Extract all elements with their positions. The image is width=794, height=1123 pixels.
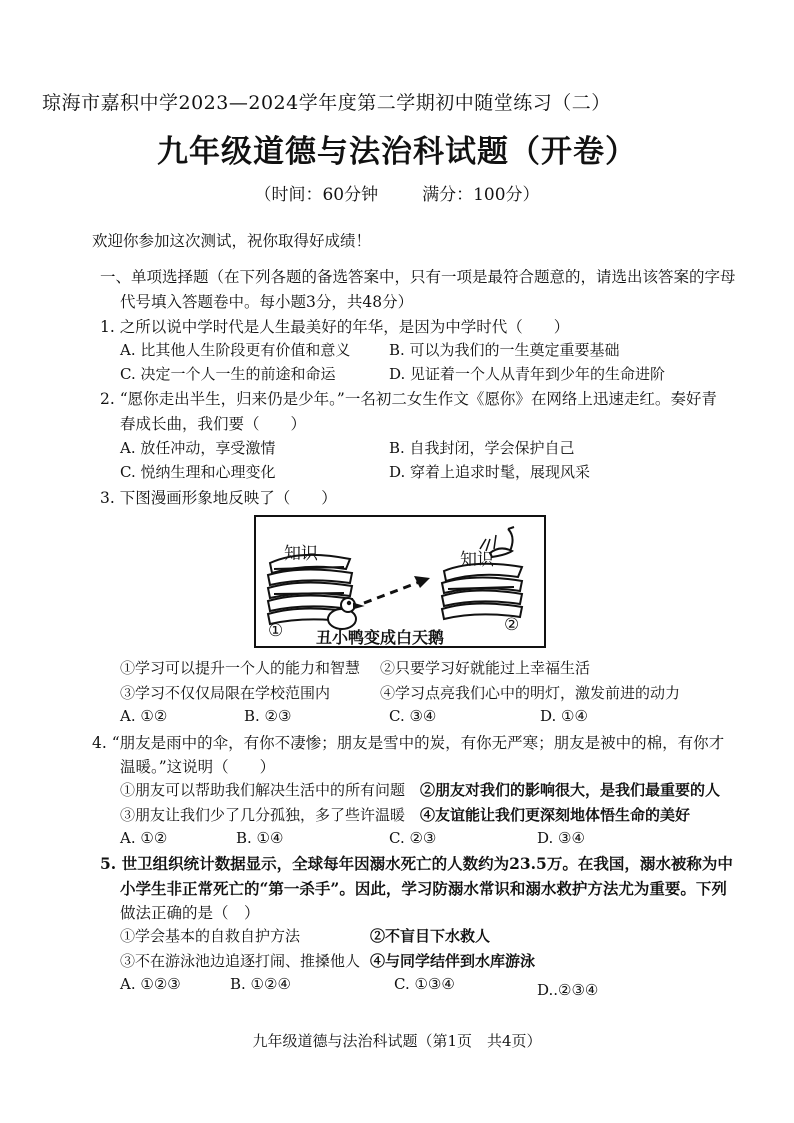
q4-stem-line1: 4. “朋友是雨中的伞，有你不凄惨；朋友是雪中的炭，有你无严寒；朋友是被中的棉，有你才 bbox=[92, 734, 725, 752]
q3-statement-2: ②只要学习好就能过上幸福生活 bbox=[380, 659, 591, 677]
q5-stem-line2: 小学生非正常死亡的“第一杀手”。因此，学习防溺水常识和溺水救护方法尤为重要。下列 bbox=[120, 879, 727, 898]
q1-stem: 1. 之所以说中学时代是人生最美好的年华，是因为中学时代（ ） bbox=[100, 318, 570, 336]
q5-option-a: A. ①②③ bbox=[120, 975, 181, 993]
section-heading-line2: 代号填入答题卷中。每小题3分，共48分） bbox=[120, 293, 414, 311]
q5-statement-1: ①学会基本的自救自护方法 bbox=[120, 927, 301, 945]
q1-option-c: C. 决定一个人一生的前途和命运 bbox=[120, 365, 336, 383]
q5-statement-3: ③不在游泳池边追逐打闹、推搡他人 bbox=[120, 952, 361, 970]
q4-option-d: D. ③④ bbox=[537, 829, 585, 847]
q1-option-b: B. 可以为我们的一生奠定重要基础 bbox=[389, 341, 620, 359]
page-title: 九年级道德与法治科试题（开卷） bbox=[157, 134, 637, 170]
q3-option-d: D. ①④ bbox=[540, 707, 588, 725]
q3-statement-4: ④学习点亮我们心中的明灯，激发前进的动力 bbox=[380, 684, 681, 702]
q2-option-c: C. 悦纳生理和心理变化 bbox=[120, 463, 276, 481]
q2-option-a: A. 放任冲动，享受激情 bbox=[120, 439, 276, 457]
q2-option-d: D. 穿着上追求时髦，展现风采 bbox=[389, 463, 591, 481]
q5-stem-line1: 5. 世卫组织统计数据显示，全球每年因溺水死亡的人数约为23.5万。在我国，溺水被称为中 bbox=[100, 854, 733, 873]
cartoon-caption: 丑小鸭变成白天鹅 bbox=[316, 630, 445, 647]
q3-stem: 3. 下图漫画形象地反映了（ ） bbox=[100, 489, 337, 507]
q4-statement-1: ①朋友可以帮助我们解决生活中的所有问题 bbox=[120, 781, 406, 799]
q2-stem-line2: 春成长曲，我们要（ ） bbox=[120, 415, 307, 433]
q4-statement-4: ④友谊能让我们更深刻地体悟生命的美好 bbox=[420, 806, 691, 824]
q4-option-c: C. ②③ bbox=[389, 829, 437, 847]
q5-statement-2: ②不盲目下水救人 bbox=[370, 927, 491, 945]
welcome-text: 欢迎你参加这次测试，祝你取得好成绩！ bbox=[92, 232, 372, 250]
cartoon-number-1: ① bbox=[268, 621, 284, 641]
q4-option-a: A. ①② bbox=[120, 829, 168, 847]
right-book-stack-icon bbox=[442, 564, 522, 619]
q1-option-a: A. 比其他人生阶段更有价值和意义 bbox=[120, 341, 351, 359]
q3-option-a: A. ①② bbox=[120, 707, 168, 725]
q3-option-c: C. ③④ bbox=[389, 707, 437, 725]
cartoon-ugly-duckling bbox=[254, 515, 546, 648]
page-footer: 九年级道德与法治科试题（第1页 共4页） bbox=[252, 1032, 542, 1050]
q2-stem-line1: 2. “愿你走出半生，归来仍是少年。”一名初二女生作文《愿你》在网络上迅速走红。奏好青 bbox=[100, 390, 717, 408]
q3-statement-1: ①学习可以提升一个人的能力和智慧 bbox=[120, 659, 361, 677]
cartoon-number-2: ② bbox=[504, 615, 520, 635]
school-header: 琼海市嘉积中学2023—2024学年度第二学期初中随堂练习（二） bbox=[42, 92, 611, 114]
q1-option-d: D. 见证着一个人从青年到少年的生命进阶 bbox=[389, 365, 666, 383]
section-heading-line1: 一、单项选择题（在下列各题的备选答案中，只有一项是最符合题意的，请选出该答案的字母 bbox=[100, 268, 736, 286]
q5-statement-4: ④与同学结伴到水库游泳 bbox=[370, 952, 536, 970]
q4-statement-2: ②朋友对我们的影响很大，是我们最重要的人 bbox=[420, 781, 721, 799]
q4-option-b: B. ①④ bbox=[236, 829, 284, 847]
q3-statement-3: ③学习不仅仅局限在学校范围内 bbox=[120, 684, 331, 702]
exam-meta bbox=[0, 180, 794, 205]
q4-statement-3: ③朋友让我们少了几分孤独，多了些许温暖 bbox=[120, 806, 406, 824]
cartoon-right-label: 知识 bbox=[460, 550, 494, 569]
q5-option-b: B. ①②④ bbox=[230, 975, 291, 993]
q3-option-b: B. ②③ bbox=[244, 707, 292, 725]
q5-option-d: D..②③④ bbox=[537, 981, 599, 999]
exam-time: （时间：60分钟 bbox=[254, 185, 379, 205]
q5-stem-line3: 做法正确的是（ ） bbox=[120, 904, 260, 922]
exam-score: 满分：100分） bbox=[422, 185, 540, 205]
cartoon-left-label: 知识 bbox=[284, 544, 318, 563]
q5-option-c: C. ①③④ bbox=[394, 975, 455, 993]
q4-stem-line2: 温暖。”这说明（ ） bbox=[120, 758, 276, 776]
q2-option-b: B. 自我封闭，学会保护自己 bbox=[389, 439, 575, 457]
